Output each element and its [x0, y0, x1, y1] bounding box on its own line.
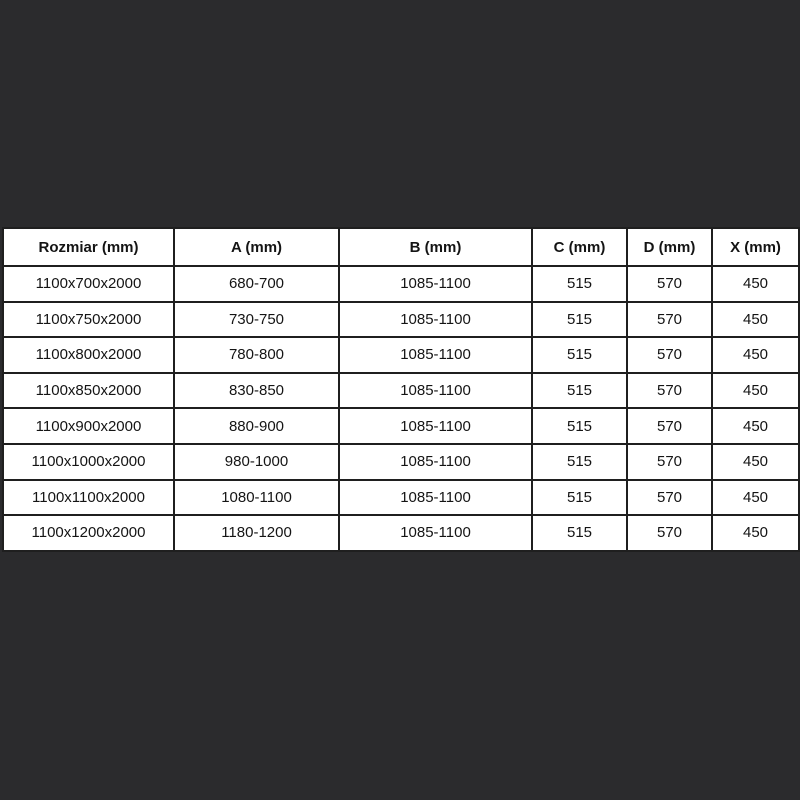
table-row	[3, 408, 799, 444]
table-cell-col2: 1085-1100	[339, 515, 532, 551]
table-cell-col4: 570	[627, 480, 712, 516]
table-cell-col0: 1100x1200x2000	[3, 515, 174, 551]
table-cell-col5: 450	[712, 408, 799, 444]
table-cell-col4: 570	[627, 337, 712, 373]
table-cell-col0: 1100x900x2000	[3, 408, 174, 444]
header-row	[3, 228, 799, 266]
column-header-4: D (mm)	[627, 228, 712, 266]
table-cell-col1: 1180-1200	[174, 515, 339, 551]
size-spec-table-wrapper	[2, 227, 798, 552]
table-cell-col0: 1100x1000x2000	[3, 444, 174, 480]
table-cell-col5: 450	[712, 444, 799, 480]
column-header-3: C (mm)	[532, 228, 627, 266]
table-cell-col3: 515	[532, 480, 627, 516]
table-cell-col3: 515	[532, 302, 627, 338]
table-cell-col5: 450	[712, 373, 799, 409]
table-cell-col0: 1100x800x2000	[3, 337, 174, 373]
table-cell-col0: 1100x700x2000	[3, 266, 174, 302]
table-cell-col5: 450	[712, 337, 799, 373]
table-row	[3, 302, 799, 338]
table-row	[3, 444, 799, 480]
table-cell-col3: 515	[532, 373, 627, 409]
table-cell-col1: 830-850	[174, 373, 339, 409]
table-cell-col2: 1085-1100	[339, 444, 532, 480]
table-cell-col5: 450	[712, 266, 799, 302]
column-header-1: A (mm)	[174, 228, 339, 266]
table-row	[3, 266, 799, 302]
table-cell-col5: 450	[712, 302, 799, 338]
table-cell-col1: 1080-1100	[174, 480, 339, 516]
table-cell-col2: 1085-1100	[339, 373, 532, 409]
table-cell-col0: 1100x850x2000	[3, 373, 174, 409]
table-row	[3, 480, 799, 516]
table-cell-col5: 450	[712, 515, 799, 551]
table-body	[3, 266, 799, 551]
table-cell-col1: 780-800	[174, 337, 339, 373]
size-spec-table	[2, 227, 800, 552]
table-cell-col2: 1085-1100	[339, 302, 532, 338]
table-cell-col5: 450	[712, 480, 799, 516]
table-cell-col4: 570	[627, 408, 712, 444]
table-row	[3, 337, 799, 373]
table-cell-col0: 1100x750x2000	[3, 302, 174, 338]
table-row	[3, 373, 799, 409]
table-cell-col3: 515	[532, 444, 627, 480]
table-cell-col3: 515	[532, 515, 627, 551]
table-cell-col3: 515	[532, 408, 627, 444]
table-cell-col1: 680-700	[174, 266, 339, 302]
table-cell-col4: 570	[627, 302, 712, 338]
table-cell-col4: 570	[627, 266, 712, 302]
column-header-5: X (mm)	[712, 228, 799, 266]
table-cell-col0: 1100x1100x2000	[3, 480, 174, 516]
column-header-0: Rozmiar (mm)	[3, 228, 174, 266]
table-cell-col2: 1085-1100	[339, 266, 532, 302]
table-cell-col3: 515	[532, 266, 627, 302]
table-cell-col2: 1085-1100	[339, 337, 532, 373]
column-header-2: B (mm)	[339, 228, 532, 266]
table-cell-col3: 515	[532, 337, 627, 373]
table-cell-col2: 1085-1100	[339, 408, 532, 444]
table-cell-col1: 880-900	[174, 408, 339, 444]
table-cell-col1: 730-750	[174, 302, 339, 338]
table-cell-col1: 980-1000	[174, 444, 339, 480]
table-cell-col4: 570	[627, 515, 712, 551]
table-cell-col4: 570	[627, 444, 712, 480]
table-cell-col4: 570	[627, 373, 712, 409]
table-cell-col2: 1085-1100	[339, 480, 532, 516]
table-row	[3, 515, 799, 551]
